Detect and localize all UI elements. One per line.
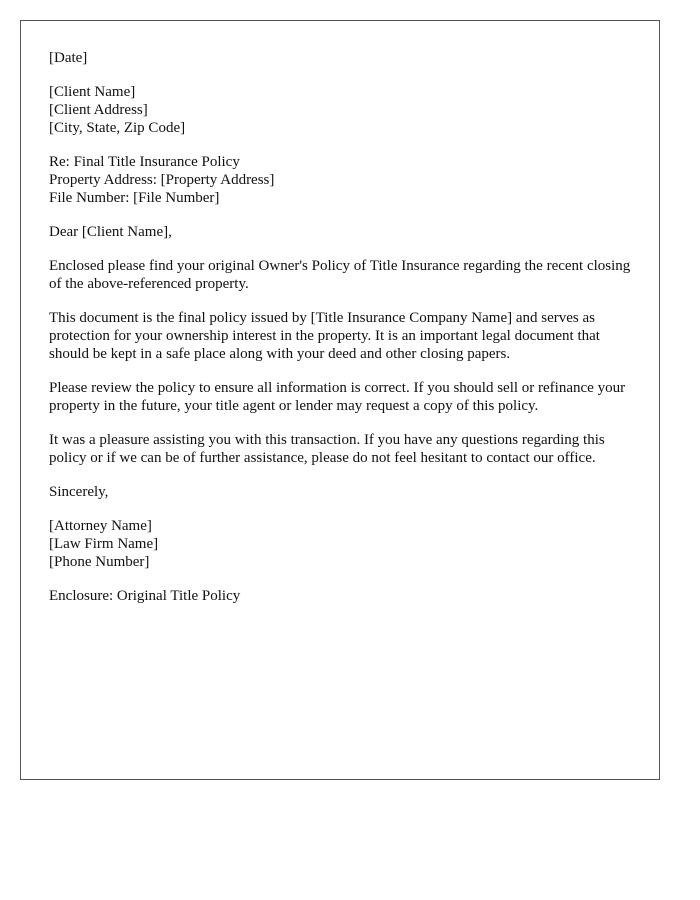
enclosure-block [49, 587, 639, 605]
signature-block [49, 517, 639, 571]
date-block [49, 49, 639, 67]
paragraph-enclosed: Enclosed please find your original Owner's Policy of Title Insurance regarding the recent closing of the above-referenced property. [49, 258, 631, 292]
reference-property-address: Property Address: [Property Address] [49, 172, 275, 188]
signature-firm: [Law Firm Name] [49, 536, 159, 552]
signature-phone: [Phone Number] [49, 554, 150, 570]
closing-text: Sincerely, [49, 484, 109, 500]
salutation [49, 223, 639, 241]
salutation-text: Dear [Client Name], [49, 224, 172, 240]
closing-block [49, 483, 639, 501]
paragraph-review: Please review the policy to ensure all information is correct. If you should sell or refinance your property in the future, your title agent or lender may request a copy of this policy. [49, 380, 626, 414]
recipient-address: [Client Address] [49, 102, 148, 118]
enclosure-text: Enclosure: Original Title Policy [49, 588, 241, 604]
paragraph-closing-remarks: It was a pleasure assisting you with this transaction. If you have any questions regarding this policy or if we can be of further assistance, please do not feel hesitant to contact our office. [49, 432, 605, 466]
paragraph-policy-description: This document is the final policy issued by [Title Insurance Company Name] and serves as protection for your ownership interest in the property. It is an important legal document that should be kept in a safe place along with your deed and other closing papers. [49, 310, 600, 362]
letter-date: [Date] [49, 50, 88, 66]
letter-body [49, 49, 639, 621]
recipient-name: [Client Name] [49, 84, 136, 100]
reference-subject: Re: Final Title Insurance Policy [49, 154, 240, 170]
letter-page [20, 20, 660, 780]
recipient-city-state-zip: [City, State, Zip Code] [49, 120, 186, 136]
signature-name: [Attorney Name] [49, 518, 152, 534]
recipient-block [49, 83, 639, 137]
reference-file-number: File Number: [File Number] [49, 190, 220, 206]
reference-block [49, 153, 639, 207]
